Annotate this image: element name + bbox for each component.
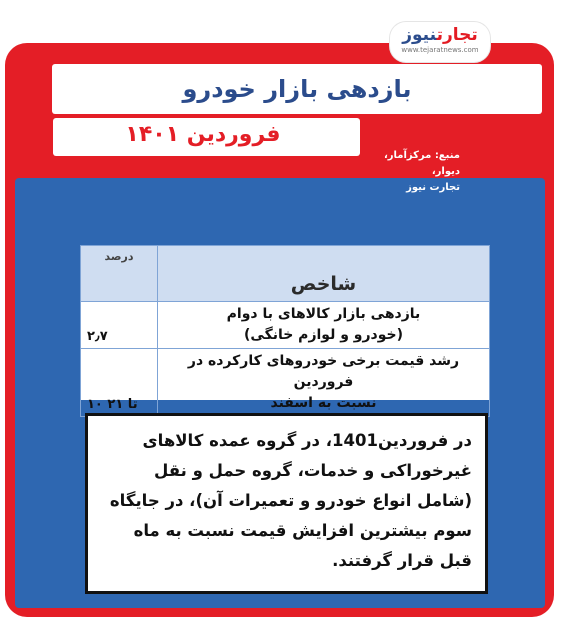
source-line-2: تجارت نیوز xyxy=(406,182,460,193)
brand-url: www.tejaratnews.com xyxy=(401,46,479,54)
row-1-label-line1: بازدهی بازار کالاهای با دوام xyxy=(226,306,421,322)
row-1-label-line2: (خودرو و لوازم خانگی) xyxy=(244,327,403,343)
row-1-label xyxy=(158,302,490,349)
row-2-label-line2: نسبت به اسفند xyxy=(270,395,377,411)
data-table xyxy=(80,245,490,412)
source-note xyxy=(368,148,460,192)
date-banner xyxy=(53,118,360,156)
brand-logo-text xyxy=(390,22,490,45)
title-banner xyxy=(52,64,542,114)
row-1-value: ۲٫۷ xyxy=(81,302,158,349)
row-2-label-line1: رشد قیمت برخی خودروهای کارکرده در فروردین xyxy=(187,353,460,390)
brand-logo-part1: تجارت xyxy=(436,25,478,45)
brand-logo xyxy=(390,22,490,62)
brand-logo-part2: نیوز xyxy=(402,25,437,45)
row-2-value: ۱۰ تا ۲۱ xyxy=(81,349,158,417)
note-text: در فروردین1401، در گروه عمده کالاهای غیرخوراکی و خدمات، گروه حمل و نقل (شامل انواع خودرو و تعمیرات آن)، در جایگاه سوم بیشترین افزایش قیمت نسبت به ماه قبل قرار گرفتند. xyxy=(109,431,472,570)
row-2-label xyxy=(158,349,490,417)
table-header-row xyxy=(81,246,490,302)
date-label: فروردین ۱۴۰۱ xyxy=(125,122,281,147)
table-row xyxy=(81,302,490,349)
table-row xyxy=(81,349,490,417)
source-line-1: منبع: مرکزآمار، دیوار، xyxy=(383,150,460,177)
header-indicator: شاخص xyxy=(158,246,490,302)
header-unit: درصد xyxy=(81,246,158,302)
note-box xyxy=(85,413,488,594)
page-title: بازدهی بازار خودرو xyxy=(182,75,412,103)
